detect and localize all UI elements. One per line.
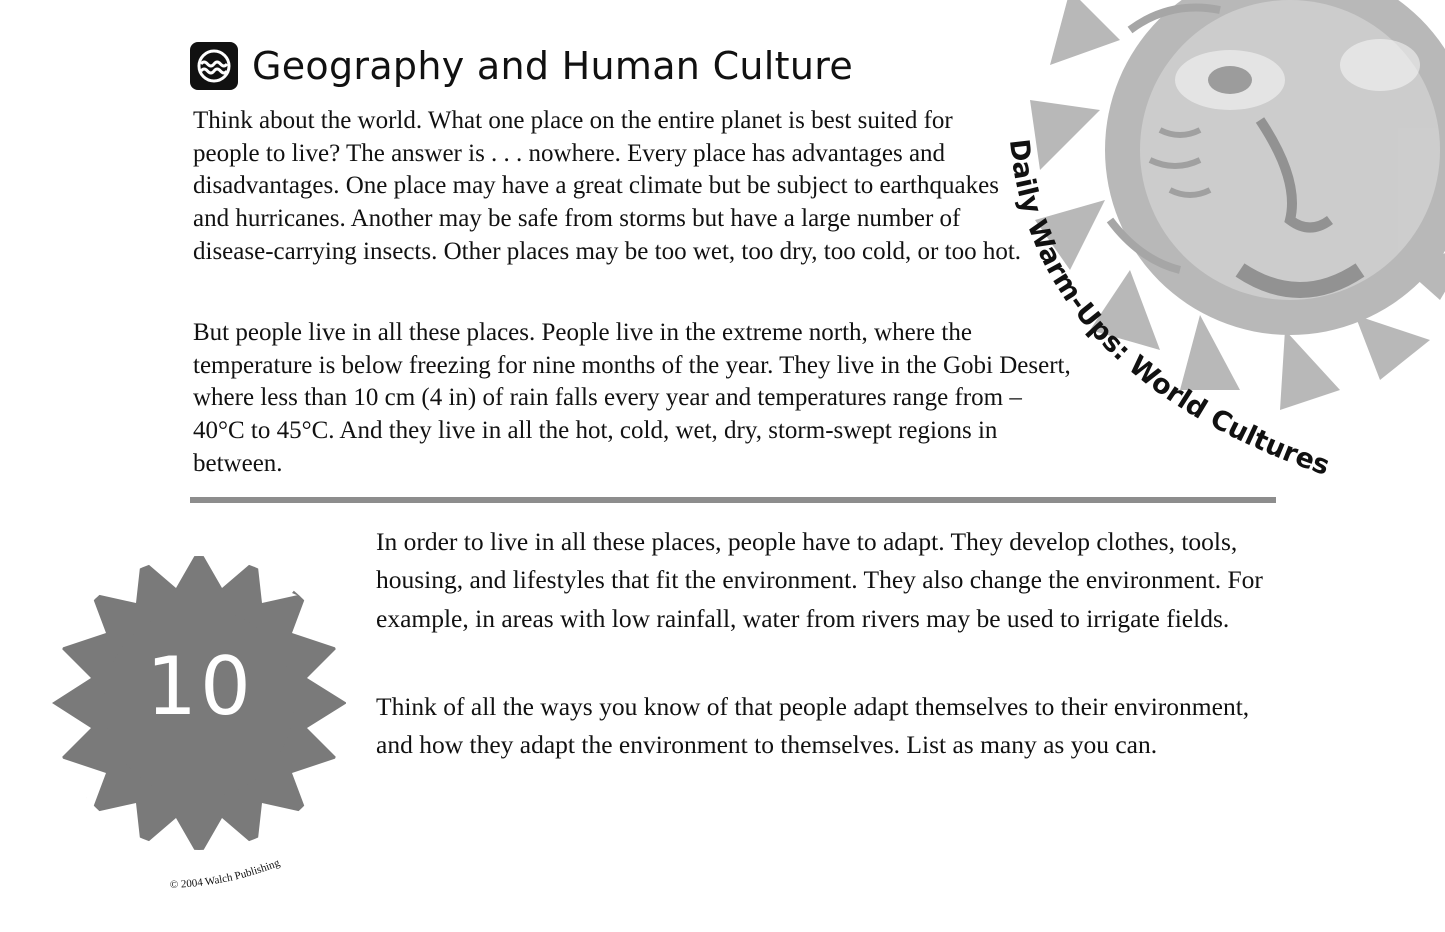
- water-waves-icon: [190, 42, 238, 90]
- second-paragraph: But people live in all these places. People live in the extreme north, where the temperature is below freezing for nine months of the year. They live in the Gobi Desert, where less than 10 cm (4 in) of rain falls every year and temperatures range from –40°C to 45°C. And they live in all the hot, cold, wet, dry, storm-swept regions in between.: [193, 319, 1071, 477]
- day-number: 10: [146, 640, 254, 733]
- section-divider: [190, 497, 1276, 503]
- copyright-text: © 2004 Walch Publishing: [170, 856, 282, 892]
- intro-paragraph: Think about the world. What one place on the entire planet is best suited for people to live? The answer is . . . nowhere. Every place has advantages and disadvantages. One place may have a great climate but be subject to earthquakes and hurricanes. Another may be safe from storms but have a large number of disease-carrying insects. Other places may be too wet, too dry, too cold, or too hot.: [193, 107, 1022, 265]
- adapt-paragraph: In order to live in all these places, people have to adapt. They develop clothes, tools, housing, and lifestyles that fit the environment. They also change the environment. For example, in areas with low rainfall, water from rivers may be used to irrigate fields.: [376, 527, 1263, 633]
- page-header: [190, 42, 853, 90]
- copyright-notice: [170, 836, 340, 896]
- prompt-paragraph: Think of all the ways you know of that people adapt themselves to their environment, and how they adapt the environment to themselves. List as many as you can.: [376, 692, 1250, 760]
- series-title-text: Daily Warm-Ups: World Cultures: [1002, 137, 1334, 482]
- page-title: Geography and Human Culture: [252, 44, 853, 88]
- svg-text:© 2004 Walch Publishing: [170, 857, 282, 891]
